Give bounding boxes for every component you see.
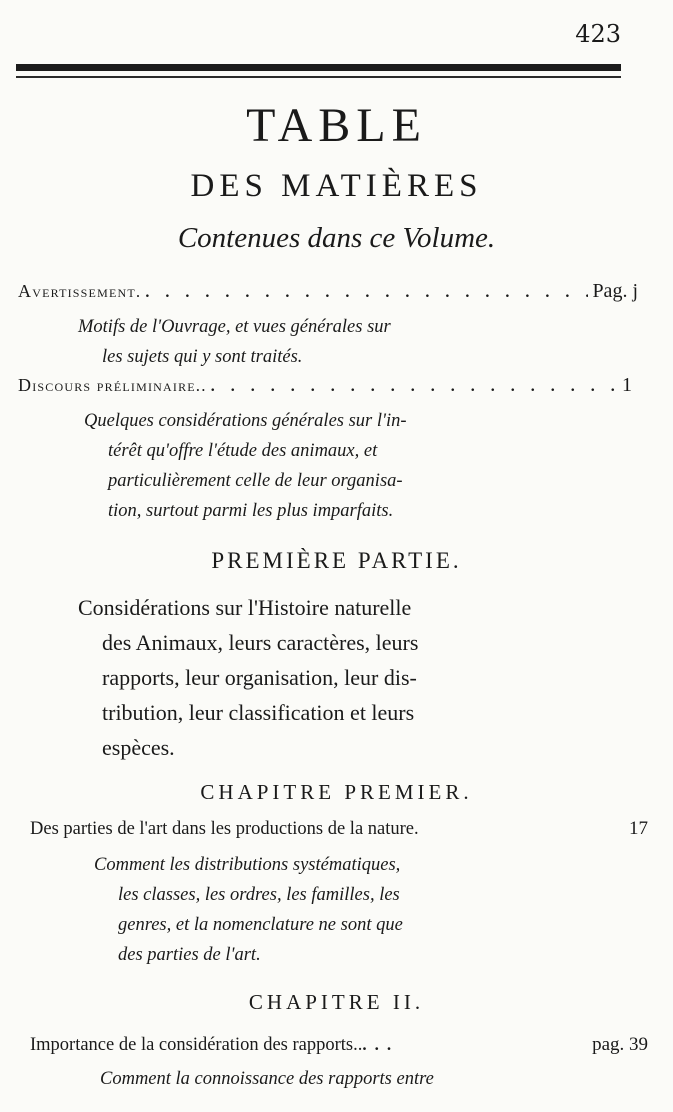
chapter-page: pag. 39 (592, 1034, 648, 1055)
header-rule-thin (16, 76, 621, 78)
entry-page: 1 (622, 374, 632, 396)
part-description-line: tribution, leur classification et leurs (102, 700, 415, 725)
header-rule-thick (16, 64, 621, 71)
entry-title: Discours préliminaire.. (18, 375, 207, 395)
toc-entry-avertissement (18, 280, 638, 310)
part-description-line: rapports, leur organisation, leur dis- (102, 665, 417, 690)
summary-line: genres, et la nomenclature ne sont que (118, 915, 403, 935)
leader-dots (211, 378, 618, 396)
page-title: TABLE (246, 99, 427, 152)
entry-title: Avertissement. (18, 281, 142, 301)
summary-line: térêt qu'offre l'étude des animaux, et (108, 441, 378, 461)
entry-summary-avertissement (78, 312, 598, 372)
summary-line: tion, surtout parmi les plus imparfaits. (108, 501, 394, 521)
part-heading: PREMIÈRE PARTIE. (211, 548, 462, 573)
chapter-summary-2 (100, 1064, 620, 1094)
summary-line: Comment les distributions systématiques, (94, 855, 401, 875)
page-number: 423 (575, 20, 621, 48)
toc-entry-chapter-2 (30, 1034, 648, 1064)
chapter-page: 17 (629, 818, 648, 839)
entry-page: Pag. j (592, 280, 638, 302)
leader-dots (145, 284, 588, 302)
summary-line: Quelques considérations générales sur l'in- (84, 411, 407, 431)
summary-line: Comment la connoissance des rapports entre (100, 1069, 434, 1089)
summary-line: les classes, les ordres, les familles, les (118, 885, 400, 905)
toc-entry-chapter-1 (30, 818, 648, 848)
toc-entry-discours (18, 374, 638, 404)
leader-dots: ... (362, 1035, 400, 1054)
chapter-title: Importance de la considération des rapports.. (30, 1035, 363, 1055)
summary-line: les sujets qui y sont traités. (102, 347, 303, 367)
chapter-title: Des parties de l'art dans les productions de la nature. (30, 819, 419, 839)
summary-line: des parties de l'art. (118, 945, 261, 965)
chapter-summary-1 (94, 850, 614, 970)
part-description-line: espèces. (102, 735, 175, 760)
page-subtitle: DES MATIÈRES (190, 168, 483, 204)
chapter-heading: CHAPITRE II. (248, 990, 425, 1014)
summary-line: particulièrement celle de leur organisa- (108, 471, 403, 491)
summary-line: Motifs de l'Ouvrage, et vues générales sur (78, 317, 391, 337)
part-description-line: des Animaux, leurs caractères, leurs (102, 630, 419, 655)
part-description-line: Considérations sur l'Histoire naturelle (78, 595, 412, 620)
chapter-heading: CHAPITRE PREMIER. (200, 780, 473, 804)
contents-line: Contenues dans ce Volume. (177, 222, 496, 254)
part-description (78, 590, 598, 765)
entry-summary-discours (84, 406, 604, 526)
